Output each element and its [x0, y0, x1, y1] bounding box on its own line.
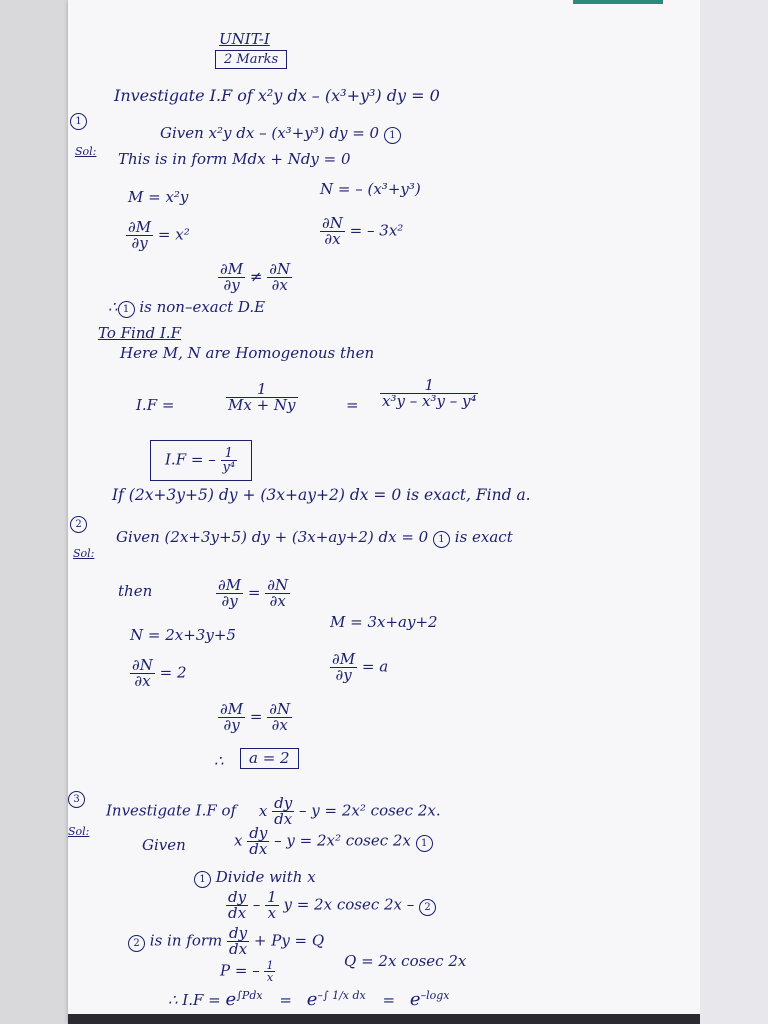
q1-n: N = – (x³+y³) — [320, 180, 421, 198]
q2-n: N = 2x+3y+5 — [130, 626, 236, 644]
q2-question: If (2x+3y+5) dy + (3x+ay+2) dx = 0 is exact, Find a. — [112, 486, 531, 504]
page-tab — [573, 0, 663, 4]
q1-m: M = x²y — [128, 188, 189, 206]
q2-answer-box: a = 2 — [240, 748, 299, 769]
q1-if-lhs: I.F = — [136, 396, 175, 414]
q2-exact-condition: $\frac{\partial M}{\partial y}$ = $\frac{\partial N}{\partial x}$ — [218, 576, 289, 610]
q3-divide: 1 Divide with x — [194, 870, 316, 888]
q3-form: 2 is in form $\frac{dy}{dx}$ + Py = Q — [128, 926, 324, 957]
q1-dn-dx: $\frac{\partial N}{\partial x}$ = – 3x² — [322, 214, 404, 248]
unit-heading: UNIT-I — [219, 30, 270, 48]
q1-form: This is in form Mdx + Ndy = 0 — [118, 150, 351, 168]
q1-if-frac2: $\frac{1}{\text{x³y – x³y – y⁴}}$ — [382, 376, 477, 410]
q3-given-eq: x $\frac{dy}{dx}$ – y = 2x² cosec 2x 1 — [234, 826, 433, 857]
q3-given-label: Given — [142, 836, 186, 854]
q3-linear-eq: $\frac{dy}{dx}$ – $\frac{1}{x}$ y = 2x cosec 2x – 2 — [226, 890, 436, 921]
q2-dm-dy: $\frac{\partial M}{\partial y}$ = a — [332, 650, 389, 684]
notebook-page — [68, 0, 700, 1024]
q1-to-find: To Find I.F — [98, 324, 181, 342]
q3-if: ∴ $I.F = e^{\int Pdx} = e^{-\int 1/x dx} = e^{-logx}$ — [168, 989, 450, 1010]
q1-nonexact: ∴ 1 is non–exact D.E — [108, 298, 266, 316]
q3-sol-label: Sol: — [68, 825, 90, 838]
q1-dm-dy: $\frac{\partial M}{\partial y}$ = x² — [128, 218, 190, 252]
q2-number: 2 — [70, 515, 87, 533]
q1-question: Investigate I.F of x²y dx – (x³+y³) dy = 0 — [114, 86, 440, 105]
marks-box: 2 Marks — [215, 50, 287, 69]
q2-given: Given (2x+3y+5) dy + (3x+ay+2) dx = 0 1 is exact — [116, 528, 513, 546]
q2-then: then — [118, 582, 153, 600]
q2-m: M = 3x+ay+2 — [330, 613, 438, 631]
q3-q: Q = 2x cosec 2x — [344, 952, 467, 970]
q1-answer-box: I.F = – $\frac{1}{\text{y⁴}}$ — [150, 440, 252, 481]
q1-given: Given x²y dx – (x³+y³) dy = 0 1 — [160, 126, 401, 144]
q2-dn-dx: $\frac{\partial N}{\partial x}$ = 2 — [132, 656, 187, 690]
q1-neq: $\frac{\partial M}{\partial y}$ ≠ $\frac{\partial N}{\partial x}$ — [220, 260, 291, 294]
q2-sol-label: Sol: — [73, 547, 95, 560]
q3-p: P = – $\frac{1}{x}$ — [220, 959, 274, 984]
q2-therefore: ∴ — [214, 752, 224, 770]
q1-if-frac: $\frac{1}{Mx + Ny}$ — [228, 380, 296, 414]
q3-question: Investigate I.F of x $\frac{dy}{dx}$ – y = 2x² cosec 2x. — [106, 794, 441, 828]
q3-number: 3 — [68, 790, 85, 808]
q2-equate: $\frac{\partial M}{\partial y}$ = $\frac{\partial N}{\partial x}$ — [220, 700, 291, 734]
bottom-edge — [68, 1014, 700, 1024]
q1-number: 1 — [70, 112, 87, 130]
q1-homogenous: Here M, N are Homogenous then — [120, 344, 375, 362]
q1-sol-label: Sol: — [75, 145, 97, 158]
page-margin — [700, 0, 768, 1024]
q1-if-eq: = — [346, 396, 359, 414]
